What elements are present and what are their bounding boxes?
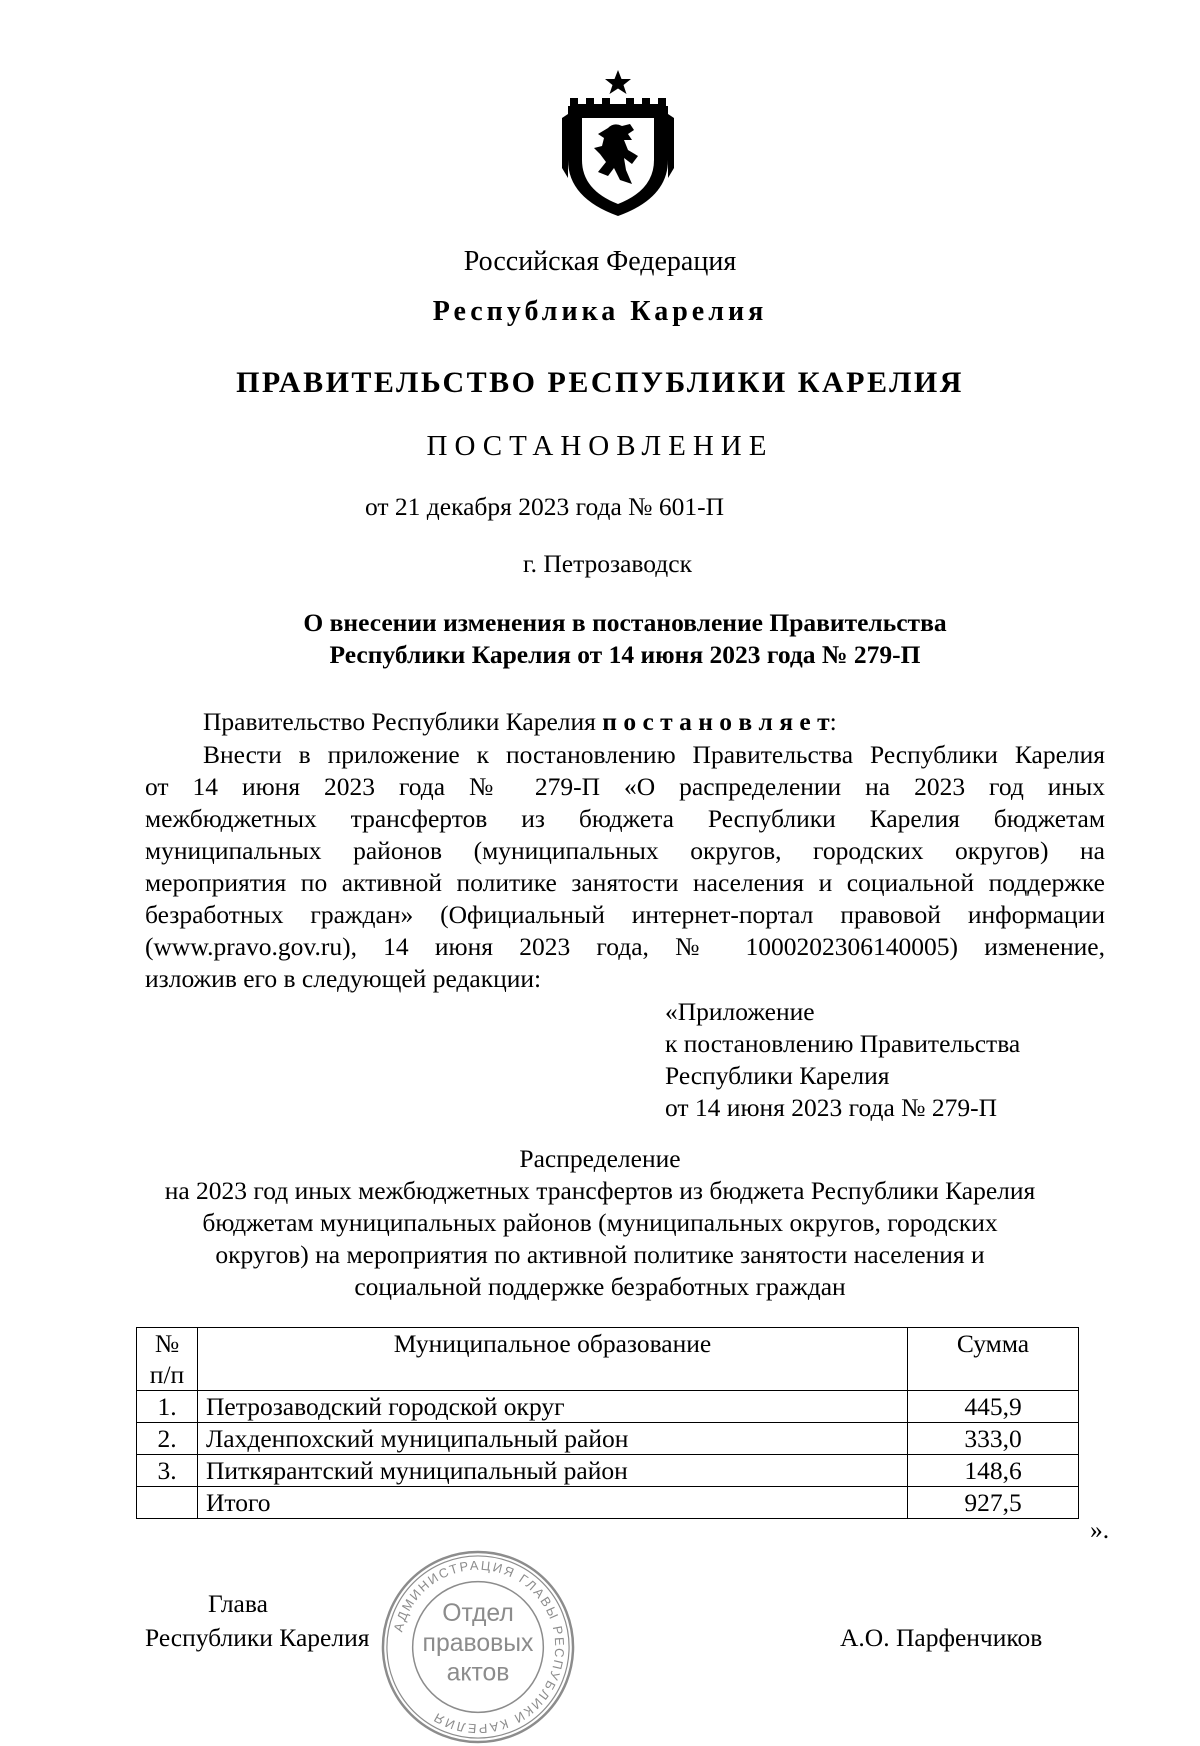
stamp-line-3: актов [446,1659,510,1687]
header-country: Российская Федерация [463,246,737,277]
header-amount: Сумма [908,1328,1079,1391]
resolution-intro [203,707,837,737]
row-municipality: Питкярантский муниципальный район [198,1455,908,1487]
total-number [137,1487,198,1519]
document-title-line-1: О внесении изменения в постановление Правительства [303,608,947,637]
stamp-line-1: Отдел [442,1600,514,1628]
document-city: г. Петрозаводск [523,549,692,578]
distribution-line: округов) на мероприятия по активной политике занятости населения и [215,1240,985,1269]
table-header-row [137,1328,1079,1391]
row-amount: 445,9 [908,1391,1079,1423]
row-number: 2. [137,1423,198,1455]
appendix-line: от 14 июня 2023 года № 279-П [665,1093,997,1122]
paragraph-line: от 14 июня 2023 года № 279-П «О распределении на 2023 год иных [145,772,1105,801]
coat-of-arms-emblem [558,68,678,218]
header-number [137,1328,198,1391]
paragraph-line: межбюджетных трансфертов из бюджета Республики Карелия бюджетам [145,804,1105,833]
document-date-number: от 21 декабря 2023 года № 601-П [365,492,724,521]
intro-suffix: : [829,707,837,736]
appendix-line: «Приложение [665,997,815,1026]
distribution-line: бюджетам муниципальных районов (муниципальных округов, городских [202,1208,998,1237]
paragraph-line: изложив его в следующей редакции: [145,964,542,993]
paragraph-line: мероприятия по активной политике занятости населения и социальной поддержке [145,868,1105,897]
header-number-line-1: № [154,1329,180,1358]
row-municipality: Лахденпохский муниципальный район [198,1423,908,1455]
appendix-line: Республики Карелия [665,1061,890,1090]
signatory-title-line-2: Республики Карелия [145,1623,370,1652]
total-label: Итого [198,1487,908,1519]
paragraph-line: (www.pravo.gov.ru), 14 июня 2023 года, № 1000202306140005) изменение, [145,932,1105,961]
intro-verb: п о с т а н о в л я е т [602,707,830,736]
allocation-table [136,1327,1079,1519]
signatory-title-line-1: Глава [208,1589,268,1618]
closing-quote: ». [1090,1515,1110,1544]
row-amount: 148,6 [908,1455,1079,1487]
intro-prefix: Правительство Республики Карелия [203,707,603,736]
stamp-line-2: правовых [422,1629,534,1657]
row-amount: 333,0 [908,1423,1079,1455]
row-number: 1. [137,1391,198,1423]
stamp-ring-text: АДМИНИСТРАЦИЯ ГЛАВЫ РЕСПУБЛИКИ КАРЕЛИЯ [390,1557,568,1737]
header-municipality: Муниципальное образование [198,1328,908,1391]
header-number-line-2: п/п [149,1360,185,1389]
distribution-heading: Распределение [519,1144,681,1173]
distribution-line: на 2023 год иных межбюджетных трансфертов из бюджета Республики Карелия [164,1176,1036,1205]
document-type: ПОСТАНОВЛЕНИЕ [426,430,774,462]
distribution-line: социальной поддержке безработных граждан [354,1272,846,1301]
signatory-name: А.О. Парфенчиков [840,1623,1043,1652]
table-row [137,1391,1079,1423]
table-row [137,1455,1079,1487]
row-municipality: Петрозаводский городской округ [198,1391,908,1423]
row-number: 3. [137,1455,198,1487]
paragraph-line: Внести в приложение к постановлению Правительства Республики Карелия [203,740,1105,769]
table-row [137,1423,1079,1455]
header-republic: Республика Карелия [432,296,768,327]
legal-department-stamp [379,1548,577,1746]
paragraph-line: безработных граждан» (Официальный интернет-портал правовой информации [145,900,1105,929]
appendix-line: к постановлению Правительства [665,1029,1021,1058]
table-total-row [137,1487,1079,1519]
document-title-line-2: Республики Карелия от 14 июня 2023 года № 279-П [329,640,921,669]
total-amount: 927,5 [908,1487,1079,1519]
header-government: ПРАВИТЕЛЬСТВО РЕСПУБЛИКИ КАРЕЛИЯ [236,366,964,399]
paragraph-line: муниципальных районов (муниципальных округов, городских округов) на [145,836,1105,865]
